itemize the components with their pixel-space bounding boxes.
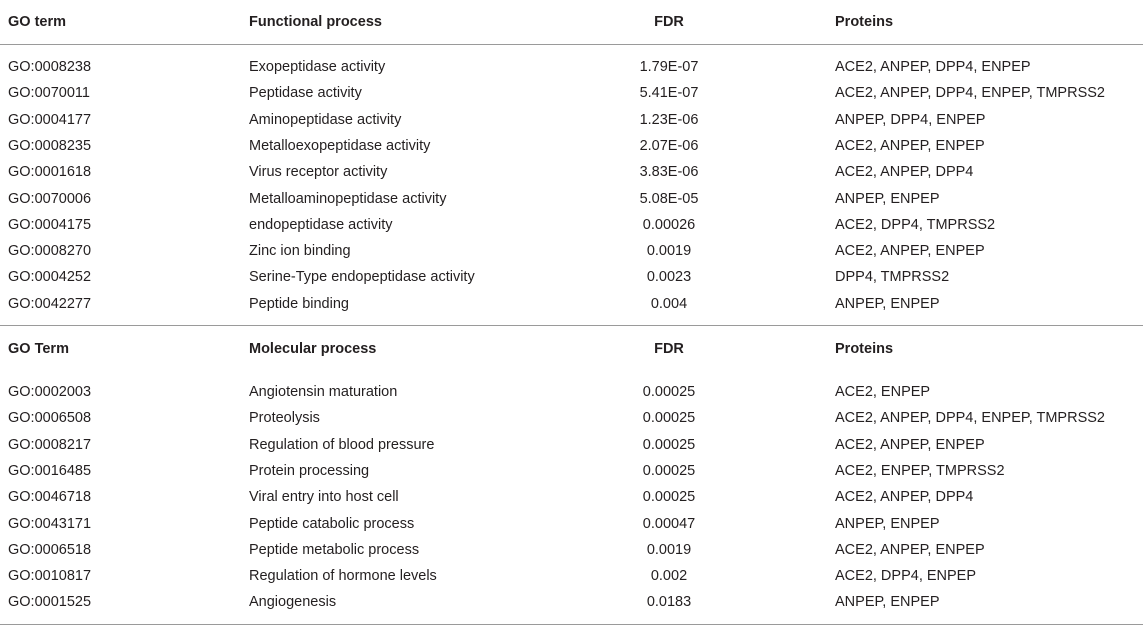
table-row <box>0 159 1143 185</box>
fdr-cell: 2.07E-06 <box>639 137 699 154</box>
go-id-cell: GO:0070006 <box>8 190 92 207</box>
fdr-cell: 0.0019 <box>646 243 692 260</box>
table-header-molecular <box>0 327 1143 371</box>
process-cell: Peptide binding <box>249 295 349 312</box>
table-row <box>0 432 1143 458</box>
process-cell: Aminopeptidase activity <box>249 111 402 128</box>
fdr-cell: 0.0183 <box>646 594 692 611</box>
fdr-cell: 0.0023 <box>646 269 692 286</box>
process-cell: Proteolysis <box>249 410 320 427</box>
header-go-term: GO Term <box>8 341 69 357</box>
proteins-cell: ACE2, DPP4, ENPEP <box>835 568 977 585</box>
go-id-cell: GO:0006518 <box>8 541 92 558</box>
proteins-cell: ANPEP, DPP4, ENPEP <box>835 111 986 128</box>
process-cell: Zinc ion binding <box>249 243 351 260</box>
go-id-cell: GO:0010817 <box>8 568 92 585</box>
table-row <box>0 186 1143 212</box>
proteins-cell: ACE2, ANPEP, DPP4, ENPEP <box>835 59 1031 75</box>
header-functional-process: Functional process <box>249 14 382 30</box>
proteins-cell: ACE2, ANPEP, DPP4 <box>835 164 974 181</box>
proteins-cell: ANPEP, ENPEP <box>835 295 940 312</box>
header-molecular-process: Molecular process <box>249 341 377 357</box>
table-row <box>0 133 1143 159</box>
fdr-cell: 0.002 <box>650 568 688 585</box>
go-id-cell: GO:0016485 <box>8 462 92 479</box>
fdr-cell: 3.83E-06 <box>639 164 699 181</box>
fdr-cell: 1.79E-07 <box>639 59 699 75</box>
proteins-cell: ACE2, ENPEP <box>835 384 931 400</box>
proteins-cell: ACE2, ENPEP, TMPRSS2 <box>835 462 1005 479</box>
fdr-cell: 0.0019 <box>646 541 692 558</box>
process-cell: Peptide metabolic process <box>249 541 420 558</box>
proteins-cell: ACE2, DPP4, TMPRSS2 <box>835 216 996 233</box>
proteins-cell: ACE2, ANPEP, DPP4, ENPEP, TMPRSS2 <box>835 410 1105 427</box>
go-id-cell: GO:0043171 <box>8 515 92 532</box>
table-header-functional <box>0 0 1143 44</box>
go-id-cell: GO:0004177 <box>8 111 92 128</box>
process-cell: Angiotensin maturation <box>249 384 398 400</box>
proteins-cell: ANPEP, ENPEP <box>835 515 940 532</box>
go-id-cell: GO:0002003 <box>8 384 92 400</box>
process-cell: Viral entry into host cell <box>249 489 399 506</box>
process-cell: Regulation of hormone levels <box>249 568 437 585</box>
header-proteins: Proteins <box>835 341 894 357</box>
proteins-cell: ACE2, ANPEP, ENPEP <box>835 541 985 558</box>
process-cell: endopeptidase activity <box>249 216 393 233</box>
process-cell: Peptidase activity <box>249 85 362 102</box>
fdr-cell: 0.00025 <box>642 489 696 506</box>
fdr-cell: 5.41E-07 <box>639 85 699 102</box>
fdr-cell: 0.00025 <box>642 462 696 479</box>
section-divider <box>0 325 1143 326</box>
fdr-cell: 0.00025 <box>642 410 696 427</box>
header-divider <box>0 44 1143 45</box>
proteins-cell: ACE2, ANPEP, ENPEP <box>835 243 985 260</box>
go-id-cell: GO:0004175 <box>8 216 92 233</box>
table-row <box>0 238 1143 264</box>
fdr-cell: 1.23E-06 <box>639 111 699 128</box>
proteins-cell: ANPEP, ENPEP <box>835 190 940 207</box>
proteins-cell: ACE2, ANPEP, ENPEP <box>835 436 985 453</box>
process-cell: Angiogenesis <box>249 594 337 611</box>
table-row <box>0 264 1143 290</box>
go-id-cell: GO:0070011 <box>8 85 90 102</box>
process-cell: Regulation of blood pressure <box>249 436 435 453</box>
fdr-cell: 0.00047 <box>642 515 696 532</box>
proteins-cell: ACE2, ANPEP, DPP4, ENPEP, TMPRSS2 <box>835 85 1105 102</box>
fdr-cell: 0.00026 <box>642 216 696 233</box>
proteins-cell: ANPEP, ENPEP <box>835 594 940 611</box>
process-cell: Metalloexopeptidase activity <box>249 137 431 154</box>
go-id-cell: GO:0008217 <box>8 436 92 453</box>
table-row <box>0 54 1143 80</box>
table-row <box>0 379 1143 405</box>
go-id-cell: GO:0008238 <box>8 59 92 75</box>
fdr-cell: 0.00025 <box>642 436 696 453</box>
table-row <box>0 212 1143 238</box>
table-row <box>0 511 1143 537</box>
fdr-cell: 5.08E-05 <box>639 190 699 207</box>
table-row <box>0 484 1143 510</box>
header-fdr: FDR <box>654 14 684 30</box>
process-cell: Serine-Type endopeptidase activity <box>249 269 475 286</box>
table-row <box>0 405 1143 431</box>
proteins-cell: ACE2, ANPEP, DPP4 <box>835 489 974 506</box>
table-row <box>0 80 1143 106</box>
table-row <box>0 107 1143 133</box>
table-row <box>0 537 1143 563</box>
process-cell: Metalloaminopeptidase activity <box>249 190 447 207</box>
process-cell: Protein processing <box>249 462 370 479</box>
table-row <box>0 563 1143 589</box>
go-id-cell: GO:0001618 <box>8 164 92 181</box>
table-row <box>0 589 1143 615</box>
header-fdr: FDR <box>654 341 684 357</box>
go-id-cell: GO:0008235 <box>8 137 92 154</box>
process-cell: Virus receptor activity <box>249 164 388 181</box>
go-id-cell: GO:0006508 <box>8 410 92 427</box>
table-bottom-rule <box>0 624 1143 625</box>
table-row <box>0 291 1143 317</box>
table-row <box>0 458 1143 484</box>
fdr-cell: 0.00025 <box>642 384 696 400</box>
go-id-cell: GO:0001525 <box>8 594 92 611</box>
fdr-cell: 0.004 <box>650 295 688 312</box>
header-proteins: Proteins <box>835 14 894 30</box>
proteins-cell: DPP4, TMPRSS2 <box>835 269 950 286</box>
proteins-cell: ACE2, ANPEP, ENPEP <box>835 137 985 154</box>
go-id-cell: GO:0042277 <box>8 295 92 312</box>
go-id-cell: GO:0008270 <box>8 243 92 260</box>
process-cell: Exopeptidase activity <box>249 59 386 75</box>
go-id-cell: GO:0046718 <box>8 489 92 506</box>
process-cell: Peptide catabolic process <box>249 515 415 532</box>
go-id-cell: GO:0004252 <box>8 269 92 286</box>
header-go-term: GO term <box>8 14 67 30</box>
